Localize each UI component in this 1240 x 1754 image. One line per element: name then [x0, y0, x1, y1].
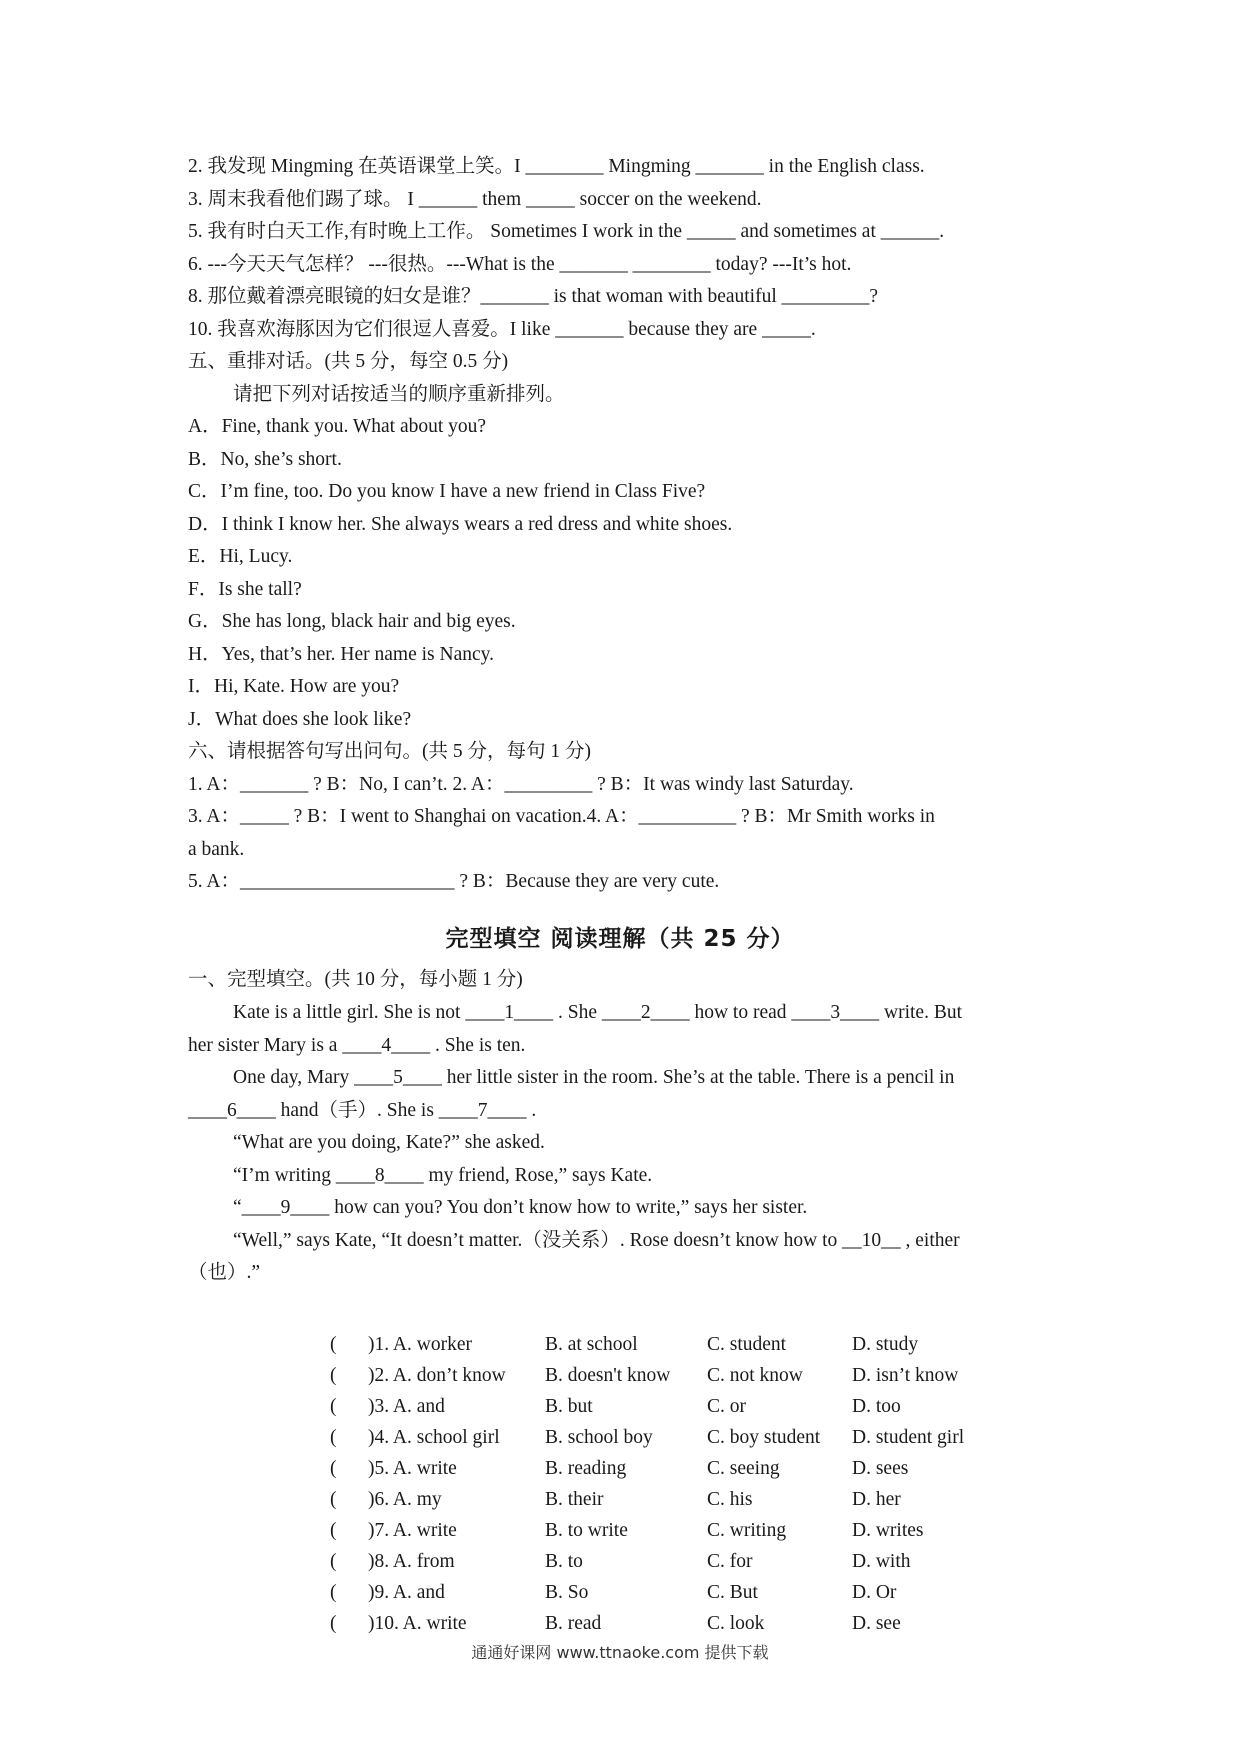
- dialogue-i: I．Hi, Kate. How are you?: [188, 676, 400, 697]
- cloze-passage-line: ____6____ hand（手）. She is ____7____ .: [188, 1100, 537, 1121]
- option-a: )5. A. write: [368, 1458, 457, 1479]
- option-b: B. reading: [545, 1458, 627, 1479]
- option-c: C. not know: [707, 1365, 803, 1386]
- answer-bracket: (: [330, 1396, 337, 1417]
- option-a: )7. A. write: [368, 1520, 457, 1541]
- option-a: )1. A. worker: [368, 1334, 472, 1355]
- section-five-instruction: 请把下列对话按适当的顺序重新排列。: [233, 384, 565, 405]
- option-d: D. Or: [852, 1582, 897, 1603]
- section-title: 完型填空 阅读理解（共 25 分）: [445, 926, 795, 952]
- fill-blank-6: 6. ---今天天气怎样？ ---很热。---What is the _______ ________ today? ---It’s hot.: [188, 254, 852, 275]
- option-b: B. doesn't know: [545, 1365, 671, 1386]
- cloze-passage-line: “____9____ how can you? You don’t know how to write,” says her sister.: [233, 1197, 808, 1218]
- footer-watermark: 通通好课网 www.ttnaoke.com 提供下载: [471, 1643, 769, 1662]
- option-a: )6. A. my: [368, 1489, 442, 1510]
- option-c: C. But: [707, 1582, 758, 1603]
- option-c: C. look: [707, 1613, 765, 1634]
- option-a: )3. A. and: [368, 1396, 445, 1417]
- cloze-passage-line: One day, Mary ____5____ her little sister in the room. She’s at the table. There is a pencil in: [233, 1067, 955, 1088]
- dialogue-d: D．I think I know her. She always wears a red dress and white shoes.: [188, 514, 733, 535]
- option-d: D. with: [852, 1551, 911, 1572]
- option-d: D. study: [852, 1334, 919, 1355]
- cloze-passage-line: （也）.”: [188, 1262, 261, 1283]
- option-c: C. his: [707, 1489, 753, 1510]
- option-c: C. or: [707, 1396, 746, 1417]
- option-a: )9. A. and: [368, 1582, 445, 1603]
- option-b: B. to: [545, 1551, 583, 1572]
- dialogue-j: J．What does she look like?: [188, 709, 412, 730]
- question-line-1: 1. A：_______ ? B：No, I can’t. 2. A：_________ ? B：It was windy last Saturday.: [188, 774, 854, 795]
- option-b: B. to write: [545, 1520, 628, 1541]
- dialogue-b: B．No, she’s short.: [188, 449, 342, 470]
- option-a: )4. A. school girl: [368, 1427, 500, 1448]
- option-b: B. So: [545, 1582, 589, 1603]
- option-d: D. too: [852, 1396, 901, 1417]
- cloze-heading: 一、完型填空。(共 10 分，每小题 1 分): [188, 969, 523, 990]
- cloze-passage-line: her sister Mary is a ____4____ . She is ten.: [188, 1035, 526, 1056]
- dialogue-e: E．Hi, Lucy.: [188, 546, 293, 567]
- answer-bracket: (: [330, 1520, 337, 1541]
- fill-blank-8: 8. 那位戴着漂亮眼镜的妇女是谁？_______ is that woman with beautiful _________?: [188, 286, 879, 307]
- dialogue-c: C．I’m fine, too. Do you know I have a new friend in Class Five?: [188, 481, 706, 502]
- option-d: D. student girl: [852, 1427, 965, 1448]
- option-c: C. writing: [707, 1520, 787, 1541]
- fill-blank-10: 10. 我喜欢海豚因为它们很逗人喜爱。I like _______ because they are _____.: [188, 319, 816, 340]
- section-six-heading: 六、请根据答句写出问句。(共 5 分，每句 1 分): [188, 741, 591, 762]
- answer-bracket: (: [330, 1551, 337, 1572]
- section-five-heading: 五、重排对话。(共 5 分，每空 0.5 分): [188, 351, 509, 372]
- option-c: C. boy student: [707, 1427, 821, 1448]
- answer-bracket: (: [330, 1334, 337, 1355]
- fill-blank-5: 5. 我有时白天工作,有时晚上工作。 Sometimes I work in the _____ and sometimes at ______.: [188, 221, 945, 242]
- cloze-passage-line: “Well,” says Kate, “It doesn’t matter.（没关系）. Rose doesn’t know how to __10__ , either: [233, 1230, 960, 1251]
- cloze-passage-line: “I’m writing ____8____ my friend, Rose,” says Kate.: [233, 1165, 653, 1186]
- dialogue-h: H．Yes, that’s her. Her name is Nancy.: [188, 644, 494, 665]
- option-a: )8. A. from: [368, 1551, 455, 1572]
- dialogue-g: G．She has long, black hair and big eyes.: [188, 611, 516, 632]
- question-line-2: 3. A：_____ ? B：I went to Shanghai on vacation.4. A：__________ ? B：Mr Smith works in: [188, 806, 935, 827]
- fill-blank-2: 2. 我发现 Mingming 在英语课堂上笑。I ________ Mingming _______ in the English class.: [188, 156, 925, 177]
- option-a: )10. A. write: [368, 1613, 467, 1634]
- option-d: D. see: [852, 1613, 901, 1634]
- option-d: D. isn’t know: [852, 1365, 959, 1386]
- option-b: B. school boy: [545, 1427, 653, 1448]
- answer-bracket: (: [330, 1427, 337, 1448]
- option-a: )2. A. don’t know: [368, 1365, 506, 1386]
- dialogue-a: A．Fine, thank you. What about you?: [188, 416, 487, 437]
- dialogue-f: F．Is she tall?: [188, 579, 302, 600]
- option-b: B. at school: [545, 1334, 638, 1355]
- question-line-4: 5. A：______________________ ? B：Because they are very cute.: [188, 871, 720, 892]
- cloze-passage-line: “What are you doing, Kate?” she asked.: [233, 1132, 545, 1153]
- answer-bracket: (: [330, 1489, 337, 1510]
- fill-blank-3: 3. 周末我看他们踢了球。 I ______ them _____ soccer on the weekend.: [188, 189, 762, 210]
- answer-bracket: (: [330, 1458, 337, 1479]
- option-b: B. but: [545, 1396, 593, 1417]
- option-c: C. student: [707, 1334, 787, 1355]
- option-c: C. for: [707, 1551, 753, 1572]
- answer-bracket: (: [330, 1365, 337, 1386]
- option-d: D. her: [852, 1489, 901, 1510]
- question-line-3: a bank.: [188, 839, 245, 860]
- option-c: C. seeing: [707, 1458, 780, 1479]
- cloze-passage-line: Kate is a little girl. She is not ____1____ . She ____2____ how to read ____3____ write. But: [233, 1002, 963, 1023]
- option-b: B. their: [545, 1489, 604, 1510]
- option-b: B. read: [545, 1613, 602, 1634]
- answer-bracket: (: [330, 1613, 337, 1634]
- answer-bracket: (: [330, 1582, 337, 1603]
- option-d: D. sees: [852, 1458, 909, 1479]
- option-d: D. writes: [852, 1520, 924, 1541]
